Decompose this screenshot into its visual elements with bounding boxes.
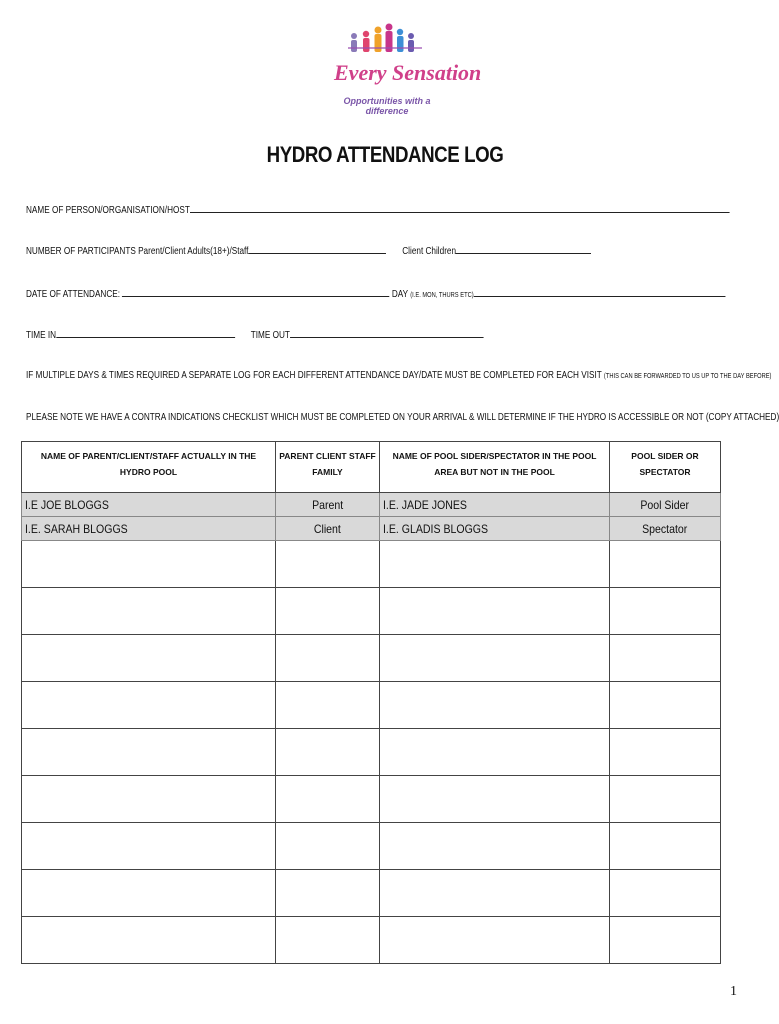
time-in-label: TIME IN bbox=[26, 330, 57, 341]
blank-cell[interactable] bbox=[380, 541, 610, 588]
blank-cell[interactable] bbox=[22, 917, 276, 964]
blank-cell[interactable] bbox=[380, 870, 610, 917]
table-row bbox=[22, 776, 721, 823]
blank-cell[interactable] bbox=[380, 682, 610, 729]
example-role-cell: Pool Sider bbox=[610, 493, 721, 517]
blank-cell[interactable] bbox=[22, 729, 276, 776]
blank-cell[interactable] bbox=[276, 588, 380, 635]
name-line bbox=[26, 202, 729, 216]
header-spectator-name: NAME OF POOL SIDER/SPECTATOR IN THE POOL AREA BUT NOT IN THE POOL bbox=[380, 442, 610, 493]
blank-cell[interactable] bbox=[22, 776, 276, 823]
participants-field[interactable] bbox=[248, 243, 386, 254]
date-field[interactable] bbox=[122, 286, 389, 297]
date-label: DATE OF ATTENDANCE: bbox=[26, 289, 121, 300]
blank-cell[interactable] bbox=[22, 588, 276, 635]
header-pool-name: NAME OF PARENT/CLIENT/STAFF ACTUALLY IN THE HYDRO POOL bbox=[22, 442, 276, 493]
blank-cell[interactable] bbox=[610, 635, 721, 682]
example-spectator-cell: I.E. JADE JONES bbox=[380, 493, 610, 517]
blank-cell[interactable] bbox=[610, 588, 721, 635]
blank-cell[interactable] bbox=[276, 776, 380, 823]
example-row bbox=[22, 493, 721, 517]
blank-cell[interactable] bbox=[380, 729, 610, 776]
blank-cell[interactable] bbox=[610, 823, 721, 870]
blank-cell[interactable] bbox=[380, 776, 610, 823]
blank-cell[interactable] bbox=[380, 917, 610, 964]
children-label: Client Children bbox=[402, 246, 457, 257]
participants-label: NUMBER OF PARTICIPANTS Parent/Client Adults(18+)/Staff bbox=[26, 246, 249, 257]
time-out-field[interactable] bbox=[290, 327, 484, 338]
table-row bbox=[22, 541, 721, 588]
table-row bbox=[22, 682, 721, 729]
blank-cell[interactable] bbox=[276, 917, 380, 964]
page-number: 1 bbox=[730, 984, 737, 999]
page-title: HYDRO ATTENDANCE LOG bbox=[266, 142, 504, 167]
blank-cell[interactable] bbox=[380, 635, 610, 682]
svg-text:Every Sensation: Every Sensation bbox=[334, 60, 482, 85]
blank-cell[interactable] bbox=[380, 823, 610, 870]
children-figures-icon bbox=[348, 24, 422, 53]
example-type-cell: Parent bbox=[276, 493, 380, 517]
logo-tagline: Opportunities with a difference bbox=[343, 96, 431, 116]
example-role-cell: Spectator bbox=[610, 517, 721, 541]
blank-cell[interactable] bbox=[276, 635, 380, 682]
blank-cell[interactable] bbox=[276, 823, 380, 870]
table-row bbox=[22, 823, 721, 870]
time-line bbox=[26, 327, 483, 341]
contra-text: PLEASE NOTE WE HAVE A CONTRA INDICATIONS CHECKLIST WHICH MUST BE COMPLETED ON YOUR ARRIVAL & WILL DETERMINE IF THE HYDRO IS ACCESSIBLE OR NOT (COPY ATTACHED) bbox=[26, 412, 779, 423]
children-field[interactable] bbox=[456, 243, 591, 254]
table-row bbox=[22, 917, 721, 964]
blank-cell[interactable] bbox=[610, 870, 721, 917]
blank-cell[interactable] bbox=[22, 823, 276, 870]
participants-line bbox=[26, 243, 591, 257]
table-row bbox=[22, 635, 721, 682]
multiple-days-note bbox=[26, 370, 771, 381]
blank-cell[interactable] bbox=[22, 682, 276, 729]
blank-cell[interactable] bbox=[610, 776, 721, 823]
blank-cell[interactable] bbox=[276, 541, 380, 588]
blank-cell[interactable] bbox=[22, 541, 276, 588]
day-hint: (I.E. MON, THURS ETC) bbox=[410, 292, 474, 299]
example-type-cell: Client bbox=[276, 517, 380, 541]
example-name-cell: I.E JOE BLOGGS bbox=[22, 493, 276, 517]
multiple-days-hint: (THIS CAN BE FORWARDED TO US UP TO THE DAY BEFORE) bbox=[603, 373, 772, 380]
blank-cell[interactable] bbox=[610, 541, 721, 588]
time-in-field[interactable] bbox=[56, 327, 235, 338]
blank-cell[interactable] bbox=[610, 729, 721, 776]
time-out-label: TIME OUT bbox=[250, 330, 290, 341]
table-row bbox=[22, 870, 721, 917]
table-header-row bbox=[22, 442, 721, 493]
blank-cell[interactable] bbox=[22, 870, 276, 917]
date-line bbox=[26, 286, 725, 300]
blank-cell[interactable] bbox=[610, 682, 721, 729]
multiple-days-text: IF MULTIPLE DAYS & TIMES REQUIRED A SEPARATE LOG FOR EACH DIFFERENT ATTENDANCE DAY/DATE MUST BE COMPLETED FOR EACH VISIT bbox=[26, 370, 602, 381]
blank-cell[interactable] bbox=[22, 635, 276, 682]
contra-note bbox=[26, 412, 779, 423]
example-spectator-cell: I.E. GLADIS BLOGGS bbox=[380, 517, 610, 541]
blank-cell[interactable] bbox=[610, 917, 721, 964]
table-row bbox=[22, 729, 721, 776]
table-row bbox=[22, 588, 721, 635]
header-person-type: PARENT CLIENT STAFF FAMILY bbox=[276, 442, 380, 493]
attendance-table bbox=[21, 441, 721, 964]
example-row bbox=[22, 517, 721, 541]
header-spectator-role: POOL SIDER OR SPECTATOR bbox=[610, 442, 721, 493]
name-label: NAME OF PERSON/ORGANISATION/HOST bbox=[26, 205, 190, 216]
blank-cell[interactable] bbox=[276, 682, 380, 729]
blank-cell[interactable] bbox=[276, 729, 380, 776]
day-label: DAY bbox=[391, 289, 408, 300]
blank-cell[interactable] bbox=[380, 588, 610, 635]
name-field[interactable] bbox=[190, 202, 730, 213]
blank-cell[interactable] bbox=[276, 870, 380, 917]
day-field[interactable] bbox=[474, 286, 726, 297]
example-name-cell: I.E. SARAH BLOGGS bbox=[22, 517, 276, 541]
